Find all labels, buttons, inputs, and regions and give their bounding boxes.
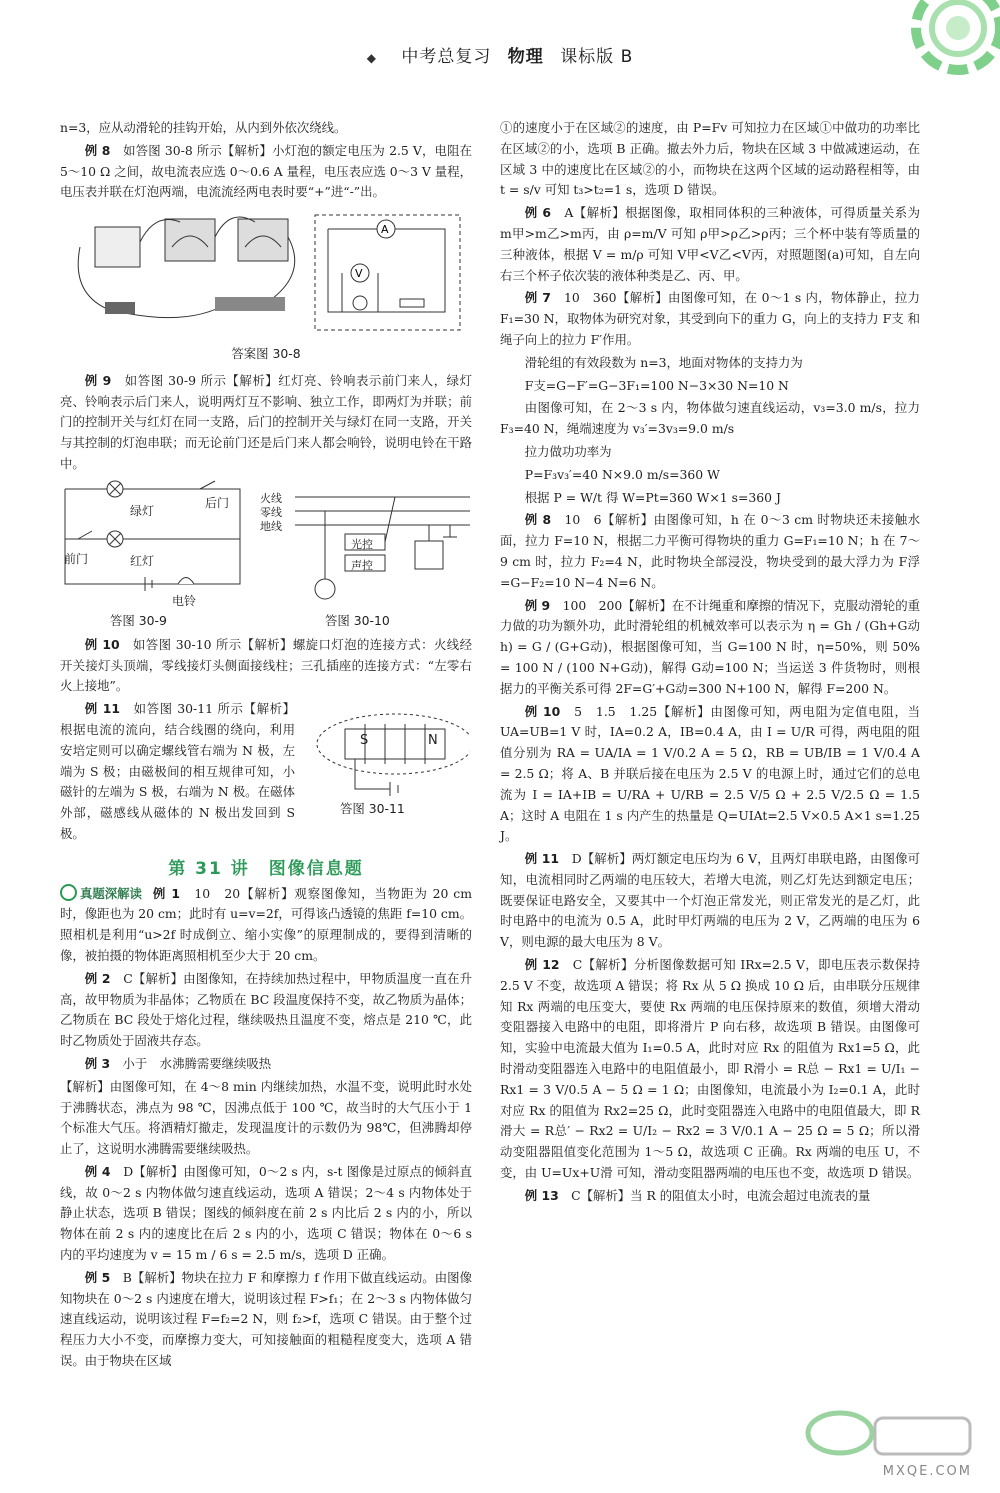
paragraph: ①的速度小于在区域②的速度，由 P=Fv 可知拉力在区域①中做功的功率比在区域②的小，选项 B 正确。撤去外力后，物块在区域 3 中做减速运动，在区域 3 中的速度比在区域②的小，而物块在这两个区域的运动路程相等，由 t = s/v 可知 t₃>t₂=1 s，选项 D 错误。 (500, 120, 920, 198)
label-s-pole: S (360, 733, 369, 749)
solenoid-figure-30-11 (310, 709, 470, 799)
header-series: 中考总复习 (401, 47, 492, 67)
label-ground-wire: 地线 (260, 519, 282, 533)
example-1: 真题深解读 例 1 10 20【解析】观察图像知，当物距为 20 cm 时，像距也为 20 cm；此时有 u=v=2f，可得该凸透镜的焦距 f=10 cm。照相机是利用“u>2f 时成倒立、缩小实像”的原理制成的，要得到清晰的像，被拍摄的物体距离照相机至少大于 20 cm。 (60, 885, 472, 963)
label-green-lamp: 绿灯 (130, 503, 155, 518)
example-11: 例 11 D【解析】两灯额定电压均为 6 V，且两灯串联电路，由图像可知，电流相同时乙两端的电压较大，若增大电流，则乙灯先达到额定电压；既要保证电路安全，又要其中一个灯泡正常发光，则正常发光的是乙灯，此时电路中的电流为 0.5 A，此时甲灯两端的电压为 2 V，乙两端的电压为 6 V，则电源的最大电压为 8 V。 (500, 851, 920, 950)
example-11-block (60, 699, 472, 845)
label-neutral-wire: 零线 (260, 505, 282, 519)
example-7-line: 滑轮组的有效段数为 n=3，地面对物体的支持力为 (524, 354, 803, 370)
figure-caption: 答图 30-11 (340, 801, 405, 817)
label-back-door: 后门 (205, 495, 230, 510)
page-header (0, 42, 1000, 67)
example-12: 例 12 C【解析】分析图像数据可知 IRx=2.5 V，即电压表示数保持 2.5 V 不变，故选项 A 错误；将 Rx 从 5 Ω 换成 10 Ω 后，由串联分压规律知 Rx 两端的电压变大，要使 Rx 两端的电压保持原来的数值，须增大滑动变阻器接入电路中的电阻，即将滑片 P 向右移，故选项 B 错误。由图像可知，实验中电流最大值为 I₁=0.5 A，此时对应 Rx 的阻值为 Rx1=5 Ω，此时滑动变阻器连入电路中的电阻值最小，即 R滑小 = R总 − Rx1 = U/I₁ − Rx1 = 3 V/0.5 A − 5 Ω = 1 Ω；由图像知，电流最小为 I₂=0.1 A，此时对应 Rx 的阻值为 Rx2=25 Ω，此时变阻器连入电路中的电阻值最大，即 R滑大 = R总′ − Rx2 = U/I₂ − Rx2 = 3 V/0.1 A − 25 Ω = 5 Ω；所以滑动变阻器阻值变化范围为 1～5 Ω，故选项 C 正确。Rx 两端的电压 U，不变，由 U=Ux+U滑 可知，滑动变阻器两端的电压也不变，故选项 D 错误。 (500, 957, 921, 1181)
example-3-analysis: 【解析】由图像可知，在 4～8 min 内继续加热，水温不变，说明此时水处于沸腾状态，沸点为 98 ℃，因沸点低于 100 ℃，故当时的大气压小于 1 个标准大气压。将酒精灯撤走，发现温度计的示数仍为 98℃，但沸腾却停止了，这说明水沸腾需要继续吸热。 (60, 1078, 472, 1157)
example-2: 例 2 C【解析】由图像知，在持续加热过程中，甲物质温度一直在升高，故甲物质为非晶体；乙物质在 BC 段温度保持不变，故乙物质为晶体；乙物质在 BC 段处于熔化过程，继续吸热且温度不变，熔点是 210 ℃，此时乙物质处于固液共存态。 (60, 970, 473, 1049)
tag-circle-icon (60, 884, 77, 901)
example-7: 例 7 10 360【解析】由图像可知，在 0～1 s 内，物体静止，拉力 F₁=30 N，取物体为研究对象，其受到向下的重力 G，向上的支持力 F支 和绳子向上的拉力 F′作用。 (500, 290, 921, 347)
figure-caption: 答图 30-10 (325, 612, 390, 628)
figure-caption: 答图 30-9 (110, 612, 167, 628)
svg-text:V: V (355, 267, 363, 281)
left-column (60, 118, 472, 1374)
example-6: 例 6 A【解析】根据图像，取相同体积的三种液体，可得质量关系为 m甲>m乙>m丙，由 ρ=m/V 可知 ρ甲>ρ乙>ρ丙；三个杯中装有等质量的三种液体，根据 V = m/ρ 可知 V甲<V乙<V丙，对照题图(a)可知，自左向右三个杯子依次装的液体种类是乙、丙、甲。 (500, 205, 921, 283)
example-7-line: 由图像可知，在 2～3 s 内，物体做匀速直线运动，v₃=3.0 m/s，拉力 F₃=40 N，绳端速度为 v₃′=3v₃=9.0 m/s (500, 400, 920, 437)
example-7-line: P=F₃v₃′=40 N×9.0 m/s=360 W (524, 466, 720, 482)
watermark-text: MXQE.COM (882, 1464, 972, 1479)
example-4: 例 4 D【解析】由图像可知，0～2 s 内，s-t 图像是过原点的倾斜直线，故 0～2 s 内物体做匀速直线运动，选项 A 错误；2～4 s 内物体处于静止状态，选项 B 错误；图线的倾斜度在前 2 s 内比后 2 s 内的小，所以物体在前 2 s 内的速度比在后 2 s 内的小，选项 C 错误；物体在 0～6 s 内的平均速度为 v = 15 m / 6 s = 2.5 m/s，选项 D 正确。 (60, 1163, 473, 1263)
paragraph: n=3，应从动滑轮的挂钩开始，从内到外依次绕线。 (60, 120, 347, 135)
figure-30-8 (60, 207, 472, 365)
label-red-lamp: 红灯 (130, 553, 155, 568)
section-title: 第 31 讲 图像信息题 (168, 858, 364, 879)
example-10: 例 10 5 1.5 1.25【解析】由图像可知，两电阻为定值电阻，当 UA=UB=1 V 时，IA=0.2 A，IB=0.4 A，由 I = U/R 可得，两电阻的阻值分别为 RA = UA/IA = 1 V/0.2 A = 5 Ω，RB = UB/IB = 1 V/0.4 A = 2.5 Ω；将 A、B 并联后接在电压为 2.5 V 的电源上时，通过它们的总电流为 I = IA+IB = U/RA + U/RB = 2.5 V/5 Ω + 2.5 V/2.5 Ω = 1.5 A；这时 A 电阻在 1 s 内产生的热量是 Q=UIAt=2.5 V×0.5 A×1 s=1.25 J。 (500, 703, 920, 844)
example-7-line: 拉力做功功率为 (524, 443, 612, 459)
example-10: 例 10 如答图 30-10 所示【解析】螺旋口灯泡的连接方式：火线经开关接灯头顶端，零线接灯头侧面接线柱；三孔插座的连接方式：“左零右火上接地”。 (60, 636, 473, 694)
label-bell: 电铃 (172, 593, 197, 608)
circuit-figure-30-8 (60, 207, 472, 337)
section-tag: 真题深解读 (60, 884, 142, 905)
example-7-line: F支=G−F′=G−3F₁=100 N−3×30 N=10 N (524, 377, 789, 393)
right-column (500, 118, 920, 1209)
example-3: 例 3 小于 水沸腾需要继续吸热 (84, 1055, 272, 1071)
label-n-pole: N (428, 733, 438, 749)
label-sound-control: 声控 (351, 558, 373, 572)
label-live-wire: 火线 (260, 491, 282, 505)
header-bullet-icon: ◆ (366, 51, 377, 65)
example-8: 例 8 10 6【解析】由图像可知，h 在 0～3 cm 时物块还未接触水面，拉力 F=10 N，根据二力平衡可得物块的重力 G=F₁=10 N；h 在 7～9 cm 时，拉力 F₂=4 N，此时物块全部浸没，物块受到的最大浮力为 F浮=G−F₂=10 N−4 N=6 N。 (500, 512, 921, 590)
svg-text:A: A (381, 223, 389, 237)
figure-caption: 答案图 30-8 (231, 345, 301, 361)
label-light-control: 光控 (351, 537, 373, 551)
example-9: 例 9 100 200【解析】在不计绳重和摩擦的情况下，克服动滑轮的重力做的功为额外功，此时滑轮组的机械效率可以表示为 η = Gh / (Gh+G动h) = G / (G+G动)，根据图像可知，当 G=100 N 时，η=50%，则 50% = 100 N / (100 N+G动)，解得 G动=100 N；当运送 3 件货物时，则根据力的平衡关系可得 2F=G′+G动=300 N+100 N，解得 F=200 N。 (500, 597, 920, 696)
example-13: 例 13 C【解析】当 R 的阻值太小时，电流会超过电流表的量 (524, 1187, 871, 1203)
example-11: 例 11 如答图 30-11 所示【解析】根据电流的流向，结合线圈的绕向，利用安培定则可以确定螺线管右端为 N 极，左端为 S 极；由磁极间的相互规律可知，小磁针的左端为 S 极，右端为 N 极。在磁体外部，磁感线从磁体的 N 极出发回到 S 极。 (60, 701, 295, 841)
example-7-line: 根据 P = W/t 得 W=Pt=360 W×1 s=360 J (524, 489, 781, 505)
figures-30-9-30-10 (60, 479, 472, 629)
header-edition: 课标版 B (560, 47, 634, 67)
label-front-door: 前门 (64, 551, 89, 566)
example-8: 例 8 如答图 30-8 所示【解析】小灯泡的额定电压为 2.5 V，电阻在 5～10 Ω 之间，故电流表应选 0～0.6 A 量程，电压表应选 0～3 V 量程，电压表并联在灯泡两端，电流流经两电表时要“+”进“-”出。 (60, 142, 473, 200)
example-9: 例 9 如答图 30-9 所示【解析】红灯亮、铃响表示前门来人，绿灯亮、铃响表示后门来人，说明两灯互不影响、独立工作，即两灯为并联；前门的控制开关与红灯在同一支路，后门的控制开关与绿灯在同一支路，开关与其控制的灯泡串联；而无论前门还是后门来人都会响铃，说明电铃在干路中。 (60, 372, 473, 471)
example-5: 例 5 B【解析】物块在拉力 F 和摩擦力 f 作用下做直线运动。由图像知物块在 0～2 s 内速度在增大，说明该过程 F>f₁；在 2～3 s 内物体做匀速直线运动，说明该过程 F=f₂=2 N，则 f₂>f，选项 C 错误。由于整个过程压力大小不变，而摩擦力变大，可知接触面的粗糙程度变大，选项 A 错误。由于物块在区域 (60, 1269, 473, 1369)
header-subject: 物理 (507, 47, 544, 67)
